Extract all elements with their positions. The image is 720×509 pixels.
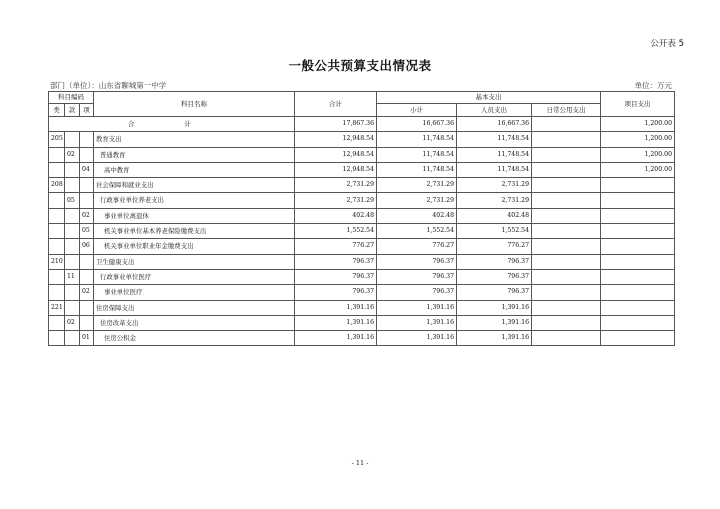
table-row — [49, 132, 675, 147]
total-cell: 2,731.29 — [295, 178, 377, 193]
project-cell — [601, 224, 675, 239]
xiang-code-cell — [80, 193, 94, 208]
subject-name-cell: 普通教育 — [94, 147, 295, 162]
daily-public-cell — [532, 147, 601, 162]
personnel-cell: 1,391.16 — [457, 315, 532, 330]
personnel-cell: 2,731.29 — [457, 193, 532, 208]
xiang-code-cell: 02 — [80, 208, 94, 223]
subject-name-cell: 住房改革支出 — [94, 315, 295, 330]
subtotal-cell: 402.48 — [377, 208, 457, 223]
subtotal-cell: 2,731.29 — [377, 178, 457, 193]
project-cell: 1,200.00 — [601, 162, 675, 177]
subtotal-cell: 11,748.54 — [377, 147, 457, 162]
table-row — [49, 162, 675, 177]
total-cell: 776.27 — [295, 239, 377, 254]
total-cell: 1,391.16 — [295, 331, 377, 346]
lei-code-cell — [49, 224, 65, 239]
personnel-cell: 402.48 — [457, 208, 532, 223]
project-cell: 1,200.00 — [601, 147, 675, 162]
total-cell: 1,391.16 — [295, 315, 377, 330]
lei-code-cell: 208 — [49, 178, 65, 193]
kuan-code-cell — [65, 208, 80, 223]
project-cell — [601, 193, 675, 208]
personnel-cell: 796.37 — [457, 254, 532, 269]
expenditure-table — [48, 91, 675, 346]
daily-public-cell — [532, 269, 601, 284]
subtotal-cell: 796.37 — [377, 254, 457, 269]
xiang-code-cell — [80, 178, 94, 193]
kuan-code-cell: 02 — [65, 315, 80, 330]
project-cell — [601, 285, 675, 300]
personnel-cell: 796.37 — [457, 269, 532, 284]
total-row-daily — [532, 117, 601, 132]
xiang-code-cell: 06 — [80, 239, 94, 254]
kuan-code-cell — [65, 132, 80, 147]
kuan-code-cell — [65, 300, 80, 315]
kuan-code-cell: 05 — [65, 193, 80, 208]
table-row — [49, 300, 675, 315]
total-row-personnel: 16,667.36 — [457, 117, 532, 132]
lei-code-cell: 210 — [49, 254, 65, 269]
subtotal-cell: 1,391.16 — [377, 331, 457, 346]
lei-code-cell — [49, 285, 65, 300]
subject-name-cell: 事业单位医疗 — [94, 285, 295, 300]
subtotal-cell: 1,552.54 — [377, 224, 457, 239]
kuan-code-cell: 02 — [65, 147, 80, 162]
daily-public-cell — [532, 178, 601, 193]
total-header: 合计 — [295, 92, 377, 117]
personnel-cell: 2,731.29 — [457, 178, 532, 193]
subtotal-cell: 796.37 — [377, 269, 457, 284]
personnel-cell: 11,748.54 — [457, 147, 532, 162]
total-cell: 796.37 — [295, 285, 377, 300]
subject-name-cell: 住房公积金 — [94, 331, 295, 346]
table-row — [49, 285, 675, 300]
subtotal-cell: 1,391.16 — [377, 300, 457, 315]
total-row — [49, 117, 675, 132]
table-row — [49, 147, 675, 162]
subtotal-cell: 2,731.29 — [377, 193, 457, 208]
department-label: 部门（单位）：山东省聊城第一中学 — [50, 81, 167, 90]
subject-name-cell: 机关事业单位职业年金缴费支出 — [94, 239, 295, 254]
table-row — [49, 208, 675, 223]
personnel-cell: 796.37 — [457, 285, 532, 300]
table-row — [49, 193, 675, 208]
table-row — [49, 178, 675, 193]
daily-public-cell — [532, 300, 601, 315]
xiang-code-cell: 02 — [80, 285, 94, 300]
subject-name-cell: 事业单位离退休 — [94, 208, 295, 223]
unit-label: 单位：万元 — [634, 81, 672, 90]
subject-code-header: 科目编码 — [49, 92, 94, 104]
total-cell: 12,948.54 — [295, 147, 377, 162]
table-row — [49, 331, 675, 346]
basic-expenditure-header: 基本支出 — [377, 92, 601, 104]
project-cell — [601, 315, 675, 330]
personnel-cell: 1,391.16 — [457, 331, 532, 346]
total-cell: 796.37 — [295, 254, 377, 269]
personnel-header: 人员支出 — [457, 104, 532, 117]
total-cell: 1,552.54 — [295, 224, 377, 239]
subject-name-cell: 住房保障支出 — [94, 300, 295, 315]
daily-public-cell — [532, 132, 601, 147]
xiang-header: 项 — [80, 104, 94, 117]
lei-code-cell — [49, 315, 65, 330]
total-cell: 796.37 — [295, 269, 377, 284]
lei-code-cell: 205 — [49, 132, 65, 147]
daily-public-cell — [532, 254, 601, 269]
total-cell: 12,948.54 — [295, 132, 377, 147]
xiang-code-cell: 04 — [80, 162, 94, 177]
total-row-label: 合 计 — [49, 117, 295, 132]
daily-public-cell — [532, 331, 601, 346]
xiang-code-cell: 05 — [80, 224, 94, 239]
subject-name-cell: 行政事业单位养老支出 — [94, 193, 295, 208]
subtotal-header: 小计 — [377, 104, 457, 117]
kuan-code-cell — [65, 178, 80, 193]
lei-code-cell — [49, 269, 65, 284]
daily-public-cell — [532, 315, 601, 330]
xiang-code-cell: 01 — [80, 331, 94, 346]
daily-public-cell — [532, 224, 601, 239]
subject-name-cell: 卫生健康支出 — [94, 254, 295, 269]
subtotal-cell: 796.37 — [377, 285, 457, 300]
project-cell — [601, 239, 675, 254]
table-row — [49, 254, 675, 269]
lei-code-cell — [49, 162, 65, 177]
kuan-header: 款 — [65, 104, 80, 117]
project-cell — [601, 178, 675, 193]
project-cell — [601, 331, 675, 346]
subject-name-cell: 教育支出 — [94, 132, 295, 147]
daily-public-header: 日常公用支出 — [532, 104, 601, 117]
personnel-cell: 11,748.54 — [457, 132, 532, 147]
page-title: 一般公共预算支出情况表 — [288, 58, 432, 73]
table-row — [49, 315, 675, 330]
subtotal-cell: 776.27 — [377, 239, 457, 254]
project-cell — [601, 208, 675, 223]
xiang-code-cell — [80, 300, 94, 315]
subtotal-cell: 11,748.54 — [377, 162, 457, 177]
project-cell — [601, 269, 675, 284]
xiang-code-cell — [80, 132, 94, 147]
daily-public-cell — [532, 193, 601, 208]
xiang-code-cell — [80, 315, 94, 330]
kuan-code-cell — [65, 285, 80, 300]
subject-name-cell: 社会保障和就业支出 — [94, 178, 295, 193]
lei-code-cell — [49, 331, 65, 346]
total-row-project: 1,200.00 — [601, 117, 675, 132]
total-cell: 12,948.54 — [295, 162, 377, 177]
lei-header: 类 — [49, 104, 65, 117]
daily-public-cell — [532, 239, 601, 254]
page-number: - 11 - — [351, 459, 369, 467]
kuan-code-cell — [65, 254, 80, 269]
table-row — [49, 239, 675, 254]
subject-name-cell: 行政事业单位医疗 — [94, 269, 295, 284]
kuan-code-cell: 11 — [65, 269, 80, 284]
table-row — [49, 269, 675, 284]
total-row-subtotal: 16,667.36 — [377, 117, 457, 132]
project-cell: 1,200.00 — [601, 132, 675, 147]
daily-public-cell — [532, 162, 601, 177]
table-number-label: 公开表 5 — [650, 39, 684, 49]
project-cell — [601, 254, 675, 269]
daily-public-cell — [532, 208, 601, 223]
personnel-cell: 1,552.54 — [457, 224, 532, 239]
xiang-code-cell — [80, 147, 94, 162]
kuan-code-cell — [65, 162, 80, 177]
lei-code-cell — [49, 193, 65, 208]
personnel-cell: 11,748.54 — [457, 162, 532, 177]
subtotal-cell: 11,748.54 — [377, 132, 457, 147]
lei-code-cell — [49, 239, 65, 254]
total-cell: 402.48 — [295, 208, 377, 223]
lei-code-cell: 221 — [49, 300, 65, 315]
lei-code-cell — [49, 147, 65, 162]
personnel-cell: 1,391.16 — [457, 300, 532, 315]
project-expenditure-header: 项目支出 — [601, 92, 675, 117]
total-row-total: 17,867.36 — [295, 117, 377, 132]
xiang-code-cell — [80, 269, 94, 284]
total-cell: 2,731.29 — [295, 193, 377, 208]
subject-name-cell: 高中教育 — [94, 162, 295, 177]
personnel-cell: 776.27 — [457, 239, 532, 254]
project-cell — [601, 300, 675, 315]
kuan-code-cell — [65, 224, 80, 239]
xiang-code-cell — [80, 254, 94, 269]
subject-name-header: 科目名称 — [94, 92, 295, 117]
kuan-code-cell — [65, 331, 80, 346]
table-row — [49, 224, 675, 239]
total-cell: 1,391.16 — [295, 300, 377, 315]
subject-name-cell: 机关事业单位基本养老保险缴费支出 — [94, 224, 295, 239]
daily-public-cell — [532, 285, 601, 300]
kuan-code-cell — [65, 239, 80, 254]
subtotal-cell: 1,391.16 — [377, 315, 457, 330]
lei-code-cell — [49, 208, 65, 223]
